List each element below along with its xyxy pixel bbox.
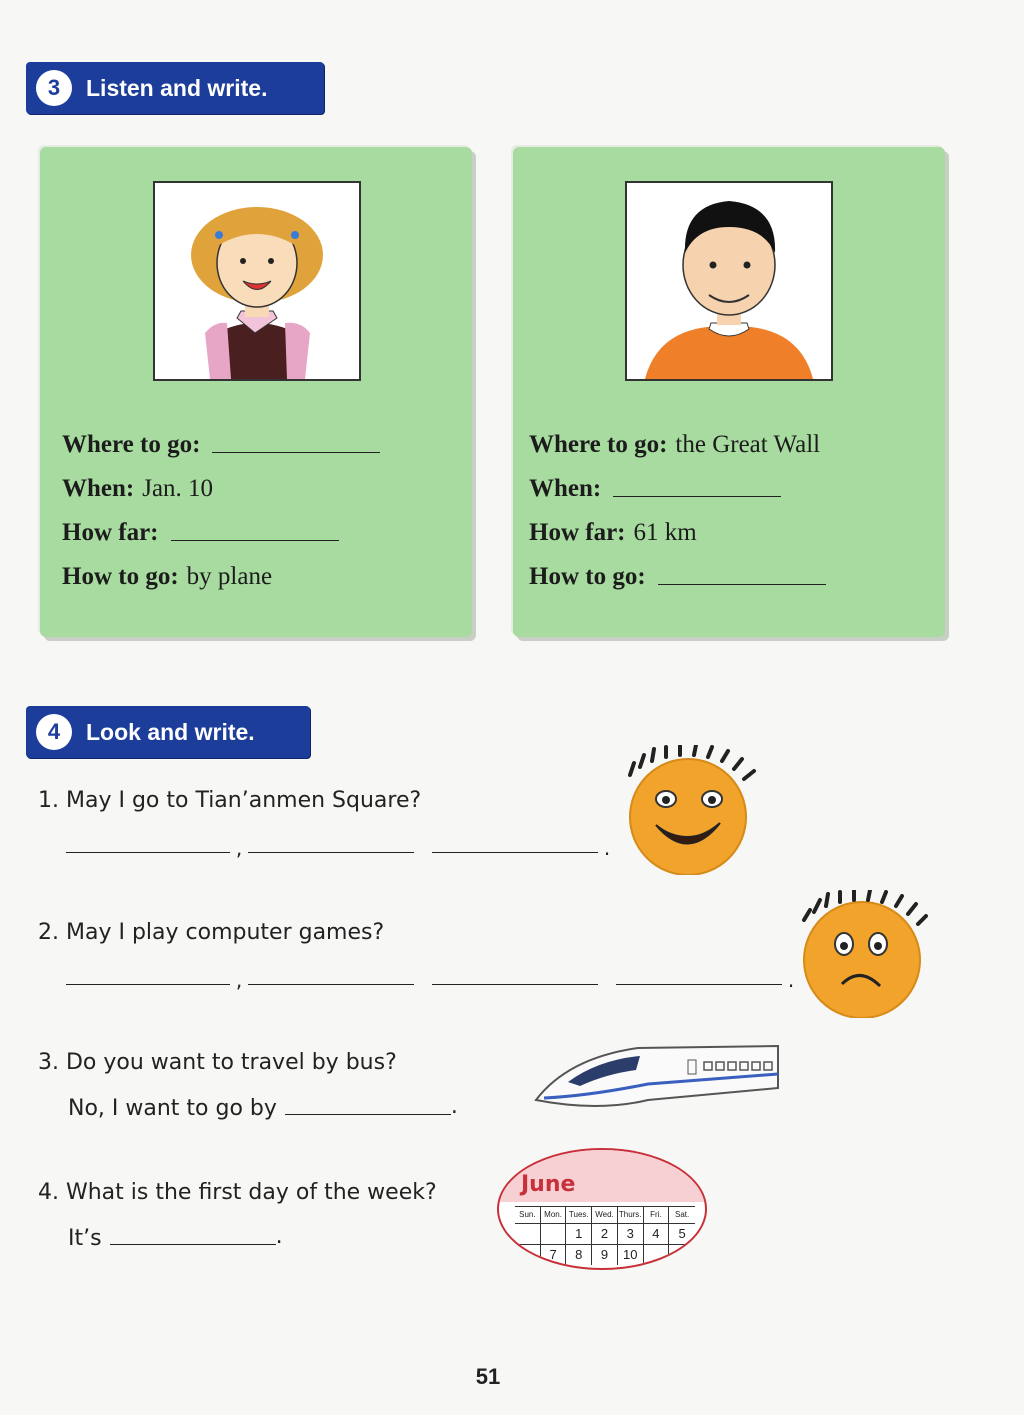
calendar-month: June	[521, 1172, 576, 1197]
field-far	[62, 503, 380, 547]
blank-how[interactable]	[658, 582, 826, 585]
value-how: by plane	[186, 563, 273, 590]
label-when: When:	[529, 475, 602, 502]
calendar-day-header: Mon.	[541, 1207, 567, 1224]
answer-blank[interactable]	[66, 850, 230, 853]
question-4-prompt: It’s .	[68, 1224, 283, 1251]
girl-illustration	[155, 183, 359, 379]
label-where: Where to go:	[529, 431, 668, 458]
prompt-text: No, I want to go by	[68, 1096, 277, 1121]
calendar-day-header: Thurs.	[618, 1207, 644, 1224]
answer-blank[interactable]	[248, 850, 414, 853]
answer-blank[interactable]	[432, 982, 598, 985]
blank-far[interactable]	[171, 538, 339, 541]
calendar-cell: 10	[618, 1245, 644, 1265]
answer-blank[interactable]	[66, 982, 230, 985]
prompt-text: It’s	[68, 1226, 102, 1251]
answer-blank[interactable]	[248, 982, 414, 985]
calendar-cell	[515, 1224, 541, 1245]
answer-blank[interactable]	[616, 982, 782, 985]
calendar-cell: 7	[541, 1245, 567, 1265]
calendar-day-header: Fri.	[644, 1207, 670, 1224]
blank-when[interactable]	[613, 494, 781, 497]
page-number: 51	[475, 1364, 501, 1389]
answer-lines-2: , .	[66, 975, 800, 985]
card-girl	[40, 147, 472, 637]
answer-blank[interactable]	[110, 1242, 276, 1245]
calendar-cell	[644, 1245, 670, 1265]
calendar-cell: 5	[669, 1224, 695, 1245]
field-how	[529, 547, 826, 591]
section-4-title: Look and write.	[86, 718, 255, 745]
question-2: 2. May I play computer games?	[38, 920, 385, 945]
field-when	[529, 459, 826, 503]
high-speed-train-icon	[528, 1040, 782, 1120]
answer-blank[interactable]	[285, 1112, 451, 1115]
question-1: 1. May I go to Tian’anmen Square?	[38, 788, 422, 813]
girl-photo	[153, 181, 361, 381]
calendar-day-header: Sun.	[515, 1207, 541, 1224]
card-girl-fields	[62, 415, 380, 591]
calendar-day-header: Tues.	[566, 1207, 592, 1224]
calendar-day-header: Sat.	[669, 1207, 695, 1224]
calendar-cell: 4	[644, 1224, 670, 1245]
value-far: 61 km	[633, 519, 697, 546]
label-how: How to go:	[529, 563, 646, 590]
label-far: How far:	[529, 519, 626, 546]
calendar-cell	[515, 1245, 541, 1265]
question-4: 4. What is the first day of the week?	[38, 1180, 437, 1205]
field-when	[62, 459, 380, 503]
calendar-cell: 8	[566, 1245, 592, 1265]
calendar-cell: 2	[592, 1224, 618, 1245]
card-boy	[513, 147, 945, 637]
blank-where[interactable]	[212, 450, 380, 453]
sad-face-icon	[796, 890, 930, 1018]
section-4-header	[26, 706, 310, 758]
field-where	[62, 415, 380, 459]
section-3-header	[26, 62, 324, 114]
section-4-number: 4	[36, 714, 72, 750]
field-how	[62, 547, 380, 591]
label-when: When:	[62, 475, 135, 502]
answer-blank[interactable]	[432, 850, 598, 853]
label-how: How to go:	[62, 563, 179, 590]
calendar-cell: 3	[618, 1224, 644, 1245]
value-when: Jan. 10	[142, 475, 214, 502]
question-3-prompt: No, I want to go by .	[68, 1094, 458, 1121]
answer-lines-1: , .	[66, 843, 616, 853]
calendar-grid	[515, 1206, 695, 1265]
happy-face-icon	[620, 745, 760, 875]
boy-photo	[625, 181, 833, 381]
section-3-number: 3	[36, 70, 72, 106]
section-3-title: Listen and write.	[86, 74, 268, 101]
field-far	[529, 503, 826, 547]
calendar-cell	[541, 1224, 567, 1245]
label-where: Where to go:	[62, 431, 201, 458]
calendar-cell	[669, 1245, 695, 1265]
calendar-day-header: Wed.	[592, 1207, 618, 1224]
card-boy-fields	[529, 415, 826, 591]
calendar-cell: 1	[566, 1224, 592, 1245]
boy-illustration	[627, 183, 831, 379]
field-where	[529, 415, 826, 459]
label-far: How far:	[62, 519, 159, 546]
calendar-icon	[497, 1148, 707, 1270]
calendar-cell: 9	[592, 1245, 618, 1265]
question-3: 3. Do you want to travel by bus?	[38, 1050, 397, 1075]
value-where: the Great Wall	[675, 431, 821, 458]
